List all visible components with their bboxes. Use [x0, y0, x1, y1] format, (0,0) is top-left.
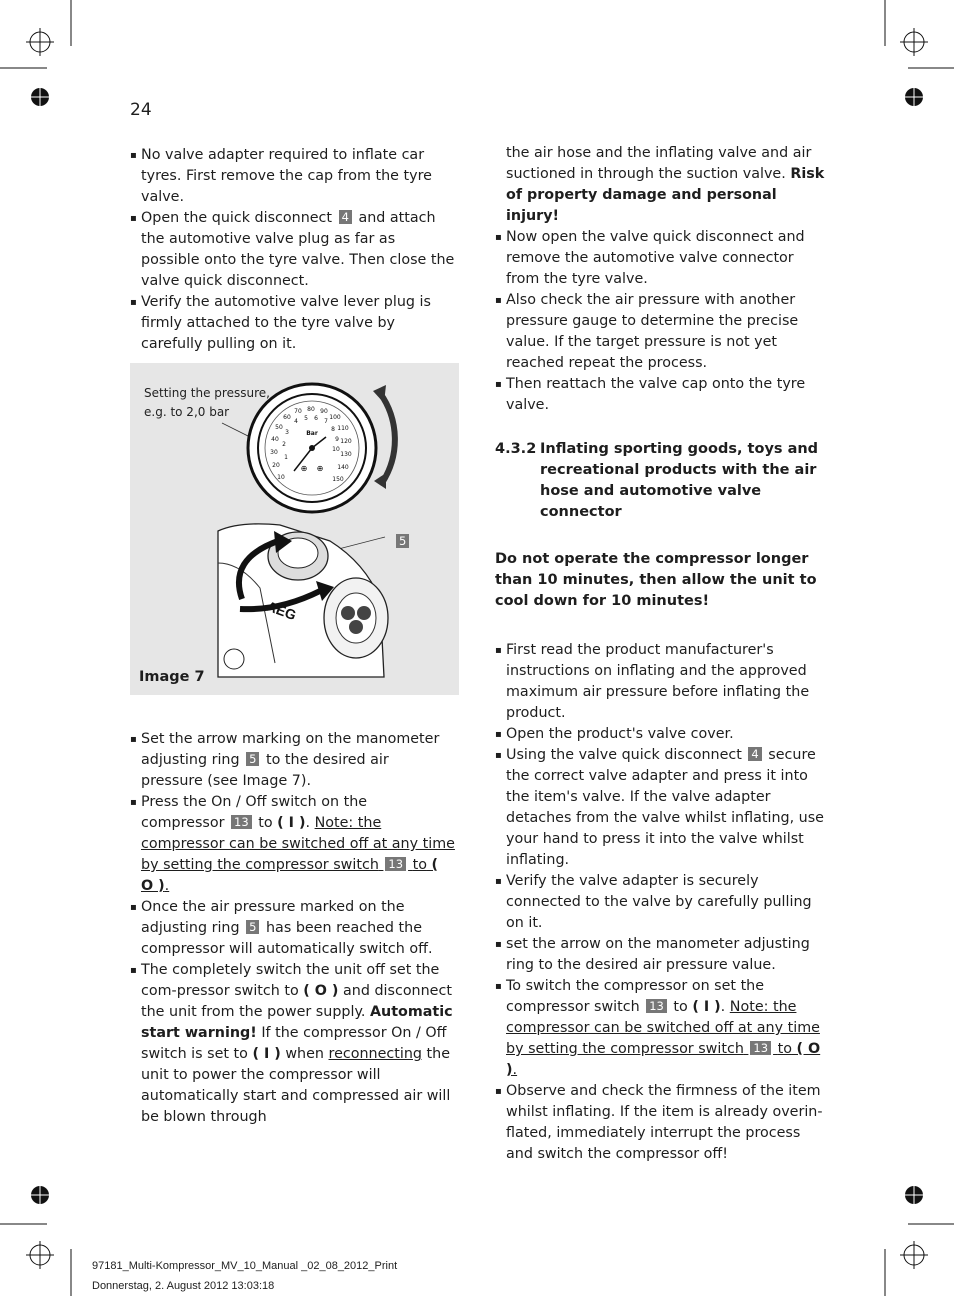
- list-item: ▪ Then reattach the valve cap onto the tyre valve.: [495, 374, 825, 416]
- part-number-badge: 5: [246, 752, 259, 766]
- registration-dot-icon: [30, 1185, 50, 1205]
- part-number-badge: 13: [750, 1041, 771, 1055]
- gauge-tick: 140: [337, 464, 349, 471]
- svg-text:⊕: ⊕: [300, 464, 308, 473]
- list-item: ▪ First read the product manufacturer's instructions on inflating and the approved maximum air pressure before inflating the product.: [495, 640, 825, 724]
- list-item: ▪ Using the valve quick disconnect 4 secure the correct valve adapter and press it into the item's valve. If the valve adapter detaches from the valve whilst inflating, use your hand to press it into the valve whilst inflating.: [495, 745, 825, 871]
- figure-caption: Setting the pressure, e.g. to 2,0 bar: [144, 386, 270, 419]
- section-title: Inflating sporting goods, toys and recreational products with the air hose and automotive valve connector: [540, 441, 819, 520]
- gauge-tick: 2: [282, 441, 286, 448]
- list-item: ▪ Also check the air pressure with another pressure gauge to determine the precise value. If the target pressure is not yet reached repeat the process.: [495, 290, 825, 374]
- figure-image-7: [130, 363, 459, 695]
- right-column-bottom: [495, 640, 825, 1165]
- registration-dot-icon: [904, 1185, 924, 1205]
- part-number-badge: 5: [246, 920, 259, 934]
- list-item: ▪ The completely switch the unit off set the com-pressor switch to ( O ) and disconnect the unit from the power supply. Automatic start warning! If the compressor On / Off switch is set to ( I ) when reconnecting the unit to power the compressor will automatically start and compressed air will be blown through: [130, 960, 455, 1128]
- left-column-bottom: [130, 729, 455, 1128]
- gauge-tick: 120: [340, 438, 352, 445]
- gauge-tick: 4: [294, 418, 298, 425]
- list-item: ▪ Once the air pressure marked on the adjusting ring 5 has been reached the compressor will automatically switch off.: [130, 897, 455, 960]
- page-number: 24: [130, 100, 152, 120]
- registration-target-icon: [26, 1241, 54, 1269]
- gauge-tick: 60: [283, 414, 291, 421]
- gauge-tick: 90: [320, 408, 328, 415]
- gauge-tick: 70: [294, 408, 302, 415]
- list-item: ▪ Observe and check the firmness of the item whilst inflating. If the item is already overin-flated, immediately interrupt the process and switch the compressor off!: [495, 1081, 825, 1165]
- svg-text:⊕: ⊕: [316, 464, 324, 473]
- gauge-tick: 9: [335, 436, 339, 443]
- brand-logo: AEG: [264, 597, 299, 624]
- registration-dot-icon: [904, 87, 924, 107]
- registration-target-icon: [26, 28, 54, 56]
- gauge-unit: Bar: [306, 430, 318, 437]
- list-item: ▪ Press the On / Off switch on the compressor 13 to ( I ). Note: the compressor can be switched off at any time by setting the compressor switch 13 to ( O ).: [130, 792, 455, 897]
- gauge-tick: 6: [314, 415, 318, 422]
- gauge-tick: 110: [337, 425, 349, 432]
- gauge-tick: 30: [270, 449, 278, 456]
- part-number-badge: 13: [646, 999, 667, 1013]
- list-item: ▪ Open the product's valve cover.: [495, 724, 825, 745]
- part-number-badge: 4: [339, 210, 352, 224]
- list-item: ▪ Set the arrow marking on the manometer adjusting ring 5 to the desired air pressure (see Image 7).: [130, 729, 455, 792]
- figure-label: Image 7: [139, 669, 205, 685]
- gauge-tick: 150: [332, 476, 344, 483]
- gauge-tick: 10: [332, 446, 340, 453]
- gauge-tick: 80: [307, 406, 315, 413]
- footer-timestamp: Donnerstag, 2. August 2012 13:03:18: [92, 1280, 275, 1292]
- list-item: ▪ No valve adapter required to inflate car tyres. First remove the cap from the tyre valve.: [130, 145, 455, 208]
- gauge-tick: 50: [275, 424, 283, 431]
- gauge-tick: 100: [329, 414, 341, 421]
- footer-filename: 97181_Multi-Kompressor_MV_10_Manual _02_08_2012_Print: [92, 1260, 398, 1272]
- part-number-badge: 4: [748, 747, 761, 761]
- figure-callout-number: 5: [394, 531, 411, 550]
- print-footer: [92, 1256, 397, 1296]
- section-number: 4.3.2: [495, 441, 537, 457]
- list-item: ▪ Verify the valve adapter is securely connected to the valve by carefully pulling on it.: [495, 871, 825, 934]
- gauge-tick: 8: [331, 426, 335, 433]
- gauge-tick: 20: [272, 462, 280, 469]
- list-item: ▪ set the arrow on the manometer adjusting ring to the desired air pressure value.: [495, 934, 825, 976]
- list-item: ▪ Now open the valve quick disconnect and remove the automotive valve connector from the tyre valve.: [495, 227, 825, 290]
- gauge-tick: 7: [324, 418, 328, 425]
- list-item: ▪ Open the quick disconnect 4 and attach the automotive valve plug as far as possible onto the tyre valve. Then close the valve quick disconnect.: [130, 208, 455, 292]
- right-column-top: [495, 143, 825, 416]
- registration-target-icon: [900, 1241, 928, 1269]
- gauge-tick: 5: [304, 415, 308, 422]
- warning-text: Do not operate the compressor longer than 10 minutes, then allow the unit to cool down for 10 minutes!: [495, 551, 817, 609]
- gauge-tick: 1: [284, 454, 288, 461]
- left-column-top: [130, 145, 455, 355]
- registration-target-icon: [900, 28, 928, 56]
- continued-paragraph: the air hose and the inflating valve and air suctioned in through the suction valve. Risk of property damage and personal injury!: [506, 145, 825, 224]
- gauge-tick: 3: [285, 429, 289, 436]
- gauge-tick: 40: [271, 436, 279, 443]
- gauge-tick: 10: [277, 474, 285, 481]
- list-item: ▪ To switch the compressor on set the compressor switch 13 to ( I ). Note: the compressor can be switched off at any time by setting the compressor switch 13 to ( O ).: [495, 976, 825, 1081]
- gauge-tick: 130: [340, 451, 352, 458]
- section-heading: [495, 439, 825, 523]
- registration-dot-icon: [30, 87, 50, 107]
- list-item: ▪ Verify the automotive valve lever plug is firmly attached to the tyre valve by carefully pulling on it.: [130, 292, 455, 355]
- part-number-badge: 13: [231, 815, 252, 829]
- compressor-gauge-illustration: [130, 363, 459, 695]
- part-number-badge: 13: [385, 857, 406, 871]
